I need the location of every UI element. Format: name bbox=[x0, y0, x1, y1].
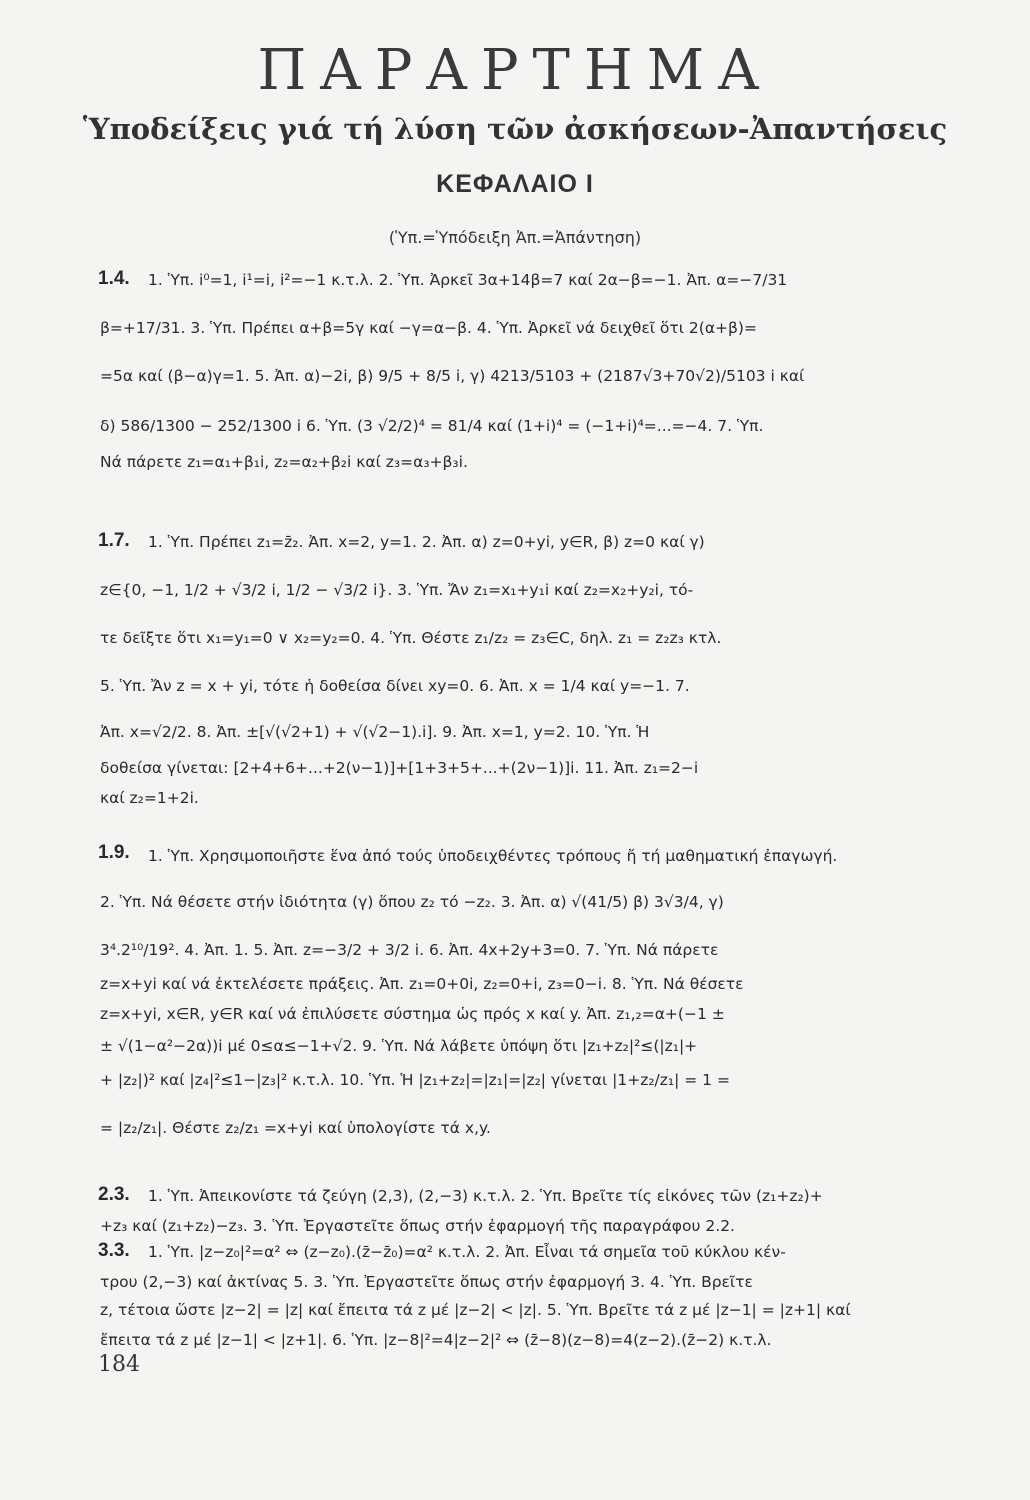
section-number: 1.4. bbox=[98, 268, 130, 289]
section-number: 2.3. bbox=[98, 1184, 130, 1205]
section-line: ± √(1−α²−2α))i μέ 0≤α≤−1+√2. 9. Ὑπ. Νά λάβετε ὑπόψη ὅτι |z₁+z₂|²≤(|z₁|+ bbox=[100, 1037, 698, 1055]
section-line: 1. Ὑπ. Χρησιμοποιῆστε ἕνα ἀπό τούς ὑποδειχθέντες τρόπους ἤ τή μαθηματική ἐπαγωγή. bbox=[148, 847, 838, 865]
section-line: τε δεῖξτε ὅτι x₁=y₁=0 ∨ x₂=y₂=0. 4. Ὑπ. Θέστε z₁/z₂ = z₃∈C, δηλ. z₁ = z₂z₃ κτλ. bbox=[100, 629, 722, 647]
page-number: 184 bbox=[98, 1352, 140, 1377]
page-title: ΠΑΡΑΡΤΗΜΑ bbox=[257, 38, 773, 103]
section-line: 1. Ὑπ. |z−z₀|²=α² ⇔ (z−z₀).(z̄−z̄₀)=α² κ.τ.λ. 2. Ἀπ. Εἶναι τά σημεῖα τοῦ κύκλου κέν- bbox=[148, 1243, 786, 1261]
section-line: β=+17/31. 3. Ὑπ. Πρέπει α+β=5γ καί −γ=α−β. 4. Ὑπ. Ἀρκεῖ νά δειχθεῖ ὅτι 2(α+β)= bbox=[100, 319, 757, 337]
section-line: τρου (2,−3) καί ἀκτίνας 5. 3. Ὑπ. Ἐργαστεῖτε ὅπως στήν ἐφαρμογή 3. 4. Ὑπ. Βρεῖτε bbox=[100, 1273, 753, 1291]
section-line: ἔπειτα τά z μέ |z−1| < |z+1|. 6. Ὑπ. |z−8|²=4|z−2|² ⇔ (z̄−8)(z−8)=4(z−2).(z̄−2) κ.τ.λ. bbox=[100, 1331, 772, 1349]
section-line: 3⁴.2¹⁰/19². 4. Ἀπ. 1. 5. Ἀπ. z=−3/2 + 3/2 i. 6. Ἀπ. 4x+2y+3=0. 7. Ὑπ. Νά πάρετε bbox=[100, 941, 719, 959]
section-line: δ) 586/1300 − 252/1300 i 6. Ὑπ. (3 √2/2)⁴ = 81/4 καί (1+i)⁴ = (−1+i)⁴=...=−4. 7. Ὑπ. bbox=[100, 417, 764, 435]
section-line: 2. Ὑπ. Νά θέσετε στήν ἰδιότητα (γ) ὅπου z₂ τό −z₂. 3. Ἀπ. α) √(41/5) β) 3√3/4, γ) bbox=[100, 893, 724, 911]
section-line: 1. Ὑπ. Ἀπεικονίστε τά ζεύγη (2,3), (2,−3) κ.τ.λ. 2. Ὑπ. Βρεῖτε τίς εἰκόνες τῶν (z₁+z₂)+ bbox=[148, 1187, 823, 1205]
section-line: καί z₂=1+2i. bbox=[100, 789, 199, 807]
section-number: 1.7. bbox=[98, 530, 130, 551]
section-line: 1. Ὑπ. i⁰=1, i¹=i, i²=−1 κ.τ.λ. 2. Ὑπ. Ἀρκεῖ 3α+14β=7 καί 2α−β=−1. Ἀπ. α=−7/31 bbox=[148, 271, 788, 289]
page-subtitle: Ὑποδείξεις γιά τή λύση τῶν ἀσκήσεων-Ἀπαντήσεις bbox=[82, 112, 948, 146]
chapter-heading: ΚΕΦΑΛΑΙΟ Ι bbox=[436, 170, 594, 198]
section-line: δοθείσα γίνεται: [2+4+6+...+2(ν−1)]+[1+3+5+...+(2ν−1)]i. 11. Ἀπ. z₁=2−i bbox=[100, 759, 699, 777]
section-line: z, τέτοια ὥστε |z−2| = |z| καί ἔπειτα τά z μέ |z−2| < |z|. 5. Ὑπ. Βρεῖτε τά z μέ |z−1| = |z+1| καί bbox=[100, 1301, 851, 1319]
section-line: Ἀπ. x=√2/2. 8. Ἀπ. ±[√(√2+1) + √(√2−1).i]. 9. Ἀπ. x=1, y=2. 10. Ὑπ. Ἡ bbox=[100, 723, 650, 741]
section-line: =5α καί (β−α)γ=1. 5. Ἀπ. α)−2i, β) 9/5 + 8/5 i, γ) 4213/5103 + (2187√3+70√2)/5103 i καί bbox=[100, 367, 805, 385]
section-line: z=x+yi καί νά ἐκτελέσετε πράξεις. Ἀπ. z₁=0+0i, z₂=0+i, z₃=0−i. 8. Ὑπ. Νά θέσετε bbox=[100, 975, 744, 993]
section-line: 1. Ὑπ. Πρέπει z₁=z̄₂. Ἀπ. x=2, y=1. 2. Ἀπ. α) z=0+yi, y∈R, β) z=0 καί γ) bbox=[148, 533, 705, 551]
abbreviations-note: (Ὑπ.=Ὑπόδειξη Ἀπ.=Ἀπάντηση) bbox=[388, 228, 642, 247]
section-line: Νά πάρετε z₁=α₁+β₁i, z₂=α₂+β₂i καί z₃=α₃+β₃i. bbox=[100, 453, 468, 471]
section-line: + |z₂|)² καί |z₄|²≤1−|z₃|² κ.τ.λ. 10. Ὑπ. Ἡ |z₁+z₂|=|z₁|=|z₂| γίνεται |1+z₂/z₁| = 1 = bbox=[100, 1071, 730, 1089]
section-number: 3.3. bbox=[98, 1240, 130, 1261]
section-line: = |z₂/z₁|. Θέστε z₂/z₁ =x+yi καί ὑπολογίστε τά x,y. bbox=[100, 1119, 491, 1137]
section-number: 1.9. bbox=[98, 842, 130, 863]
section-line: +z₃ καί (z₁+z₂)−z₃. 3. Ὑπ. Ἐργαστεῖτε ὅπως στήν ἐφαρμογή τῆς παραγράφου 2.2. bbox=[100, 1217, 735, 1235]
section-line: z=x+yi, x∈R, y∈R καί νά ἐπιλύσετε σύστημα ὡς πρός x καί y. Ἀπ. z₁,₂=α+(−1 ± bbox=[100, 1005, 725, 1023]
section-line: 5. Ὑπ. Ἄν z = x + yi, τότε ἡ δοθείσα δίνει xy=0. 6. Ἀπ. x = 1/4 καί y=−1. 7. bbox=[100, 677, 690, 695]
section-line: z∈{0, −1, 1/2 + √3/2 i, 1/2 − √3/2 i}. 3. Ὑπ. Ἄν z₁=x₁+y₁i καί z₂=x₂+y₂i, τό- bbox=[100, 581, 694, 599]
